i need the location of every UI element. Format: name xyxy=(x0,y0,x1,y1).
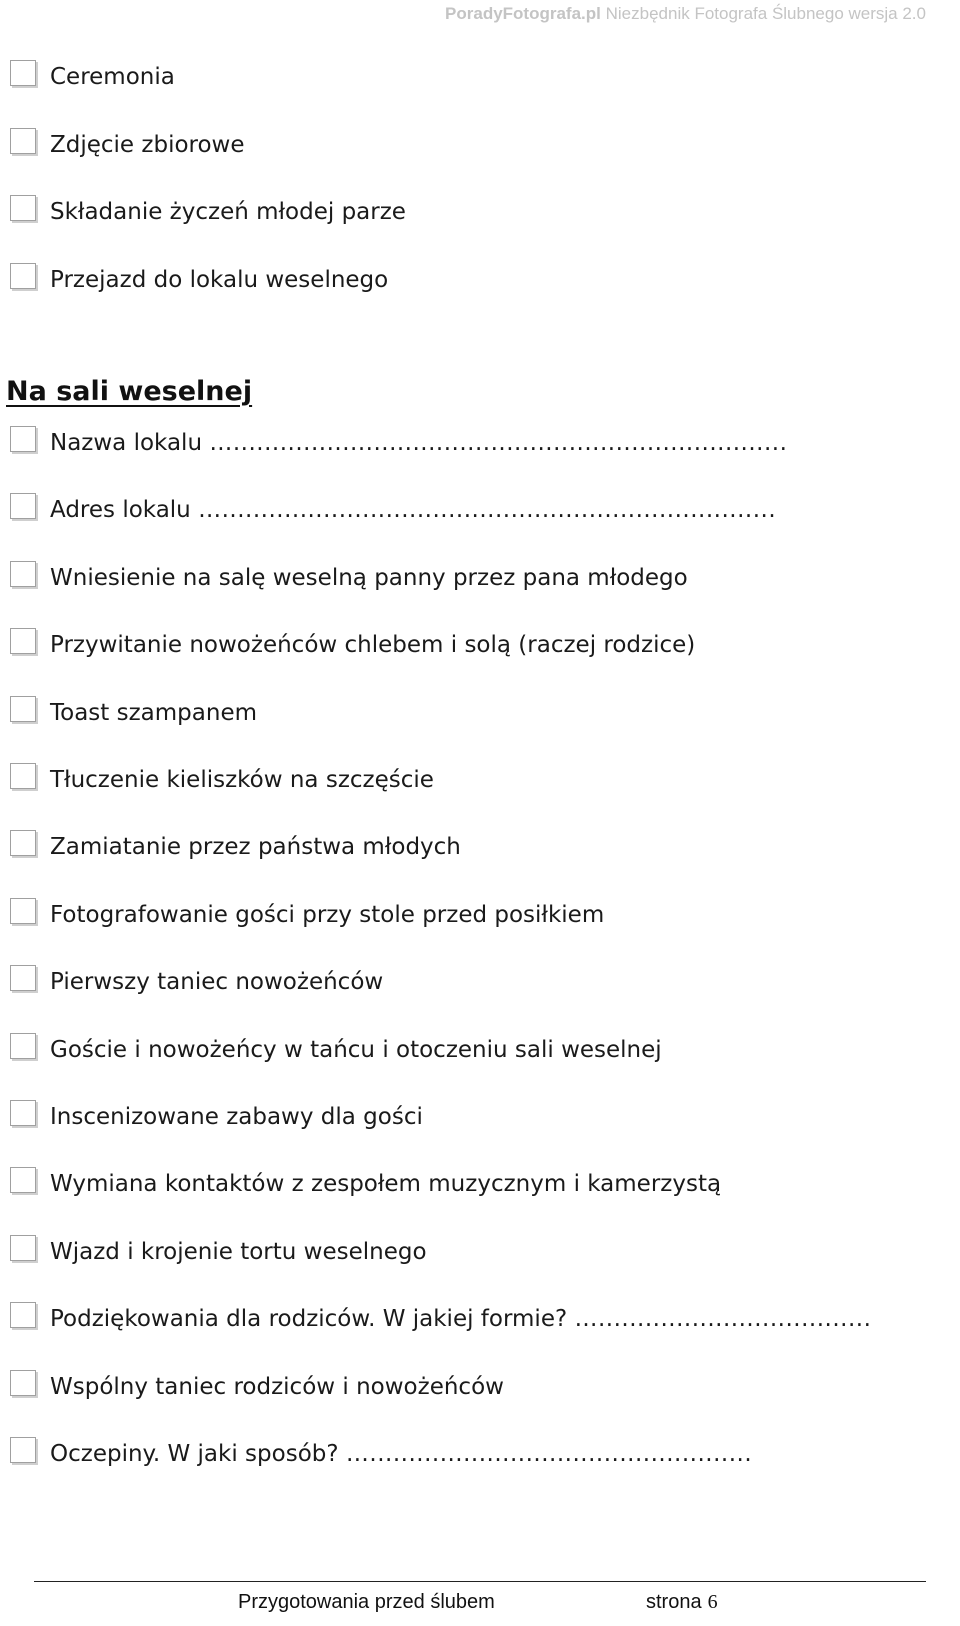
item-text: Toast szampanem xyxy=(50,699,257,726)
fill-in-blank[interactable]: …................................................. xyxy=(345,1441,753,1467)
checkbox[interactable] xyxy=(10,1437,36,1463)
checklist-item-label xyxy=(50,698,257,728)
document-header xyxy=(445,4,926,24)
checkbox[interactable] xyxy=(10,493,36,519)
checkbox[interactable] xyxy=(10,60,36,86)
item-text: Wspólny taniec rodziców i nowożeńców xyxy=(50,1373,504,1400)
checkbox[interactable] xyxy=(10,965,36,991)
checkbox[interactable] xyxy=(10,1370,36,1396)
header-brand: PoradyFotografa.pl xyxy=(445,4,601,23)
footer-page-number: 6 xyxy=(707,1591,718,1613)
checkbox[interactable] xyxy=(10,763,36,789)
footer-title: Przygotowania przed ślubem xyxy=(238,1591,495,1613)
header-subtitle: Niezbędnik Fotografa Ślubnego wersja 2.0 xyxy=(605,4,926,23)
checklist-item-label xyxy=(50,1304,871,1334)
checklist-item-label xyxy=(50,765,434,795)
item-text: Wymiana kontaktów z zespołem muzycznym i kamerzystą xyxy=(50,1171,722,1198)
checkbox[interactable] xyxy=(10,628,36,654)
checkbox[interactable] xyxy=(10,898,36,924)
checklist-item-label xyxy=(50,265,388,295)
fill-in-blank[interactable]: …....................................................................... xyxy=(198,497,777,524)
checklist-item-label xyxy=(50,630,695,660)
checkbox[interactable] xyxy=(10,128,36,154)
checkbox[interactable] xyxy=(10,426,36,452)
footer-page-label: strona xyxy=(646,1591,702,1613)
item-text: Fotografowanie gości przy stole przed posiłkiem xyxy=(50,901,605,928)
fill-in-blank[interactable]: …....................................................................... xyxy=(209,430,788,456)
checklist-item-label xyxy=(50,832,461,862)
checklist-item-label xyxy=(50,495,776,525)
checklist-item-label xyxy=(50,1439,752,1469)
item-text: Tłuczenie kieliszków na szczęście xyxy=(50,767,434,793)
footer-page-indicator xyxy=(646,1591,718,1614)
footer-divider xyxy=(34,1581,926,1582)
checkbox[interactable] xyxy=(10,195,36,221)
checklist-item-label xyxy=(50,1035,662,1065)
checklist-item-label xyxy=(50,900,604,930)
item-text: Inscenizowane zabawy dla gości xyxy=(50,1104,423,1130)
checklist-item-label xyxy=(50,1372,504,1402)
checkbox[interactable] xyxy=(10,1167,36,1193)
fill-in-blank[interactable]: …................................... xyxy=(574,1306,872,1333)
checklist-item-label xyxy=(50,1102,423,1132)
checklist-item-label xyxy=(50,428,787,458)
checklist-item-label xyxy=(50,197,406,227)
item-text: Podziękowania dla rodziców. W jakiej formie? xyxy=(50,1306,568,1333)
item-text: Nazwa lokalu xyxy=(50,430,203,456)
item-text: Zdjęcie zbiorowe xyxy=(50,131,245,158)
item-text: Oczepiny. W jaki sposób? xyxy=(50,1441,339,1467)
checklist-item-label xyxy=(50,1169,721,1199)
checkbox[interactable] xyxy=(10,830,36,856)
item-text: Składanie życzeń młodej parze xyxy=(50,199,406,225)
section-title: Na sali weselnej xyxy=(6,376,253,407)
checkbox[interactable] xyxy=(10,1033,36,1059)
checklist-item-label xyxy=(50,62,175,92)
item-text: Ceremonia xyxy=(50,64,175,90)
item-text: Przywitanie nowożeńców chlebem i solą (raczej rodzice) xyxy=(50,632,696,659)
item-text: Zamiatanie przez państwa młodych xyxy=(50,834,461,861)
item-text: Wjazd i krojenie tortu weselnego xyxy=(50,1238,427,1265)
item-text: Wniesienie na salę weselną panny przez pana młodego xyxy=(50,564,688,591)
checklist-item-label xyxy=(50,130,245,160)
checkbox[interactable] xyxy=(10,1100,36,1126)
checklist-item-label xyxy=(50,1237,427,1267)
item-text: Przejazd do lokalu weselnego xyxy=(50,266,389,293)
checklist-item-label xyxy=(50,967,383,997)
item-text: Goście i nowożeńcy w tańcu i otoczeniu sali weselnej xyxy=(50,1036,662,1063)
checkbox[interactable] xyxy=(10,1235,36,1261)
checkbox[interactable] xyxy=(10,263,36,289)
checklist-item-label xyxy=(50,563,688,593)
checkbox[interactable] xyxy=(10,561,36,587)
checkbox[interactable] xyxy=(10,696,36,722)
item-text: Adres lokalu xyxy=(50,497,191,524)
item-text: Pierwszy taniec nowożeńców xyxy=(50,969,384,996)
checkbox[interactable] xyxy=(10,1302,36,1328)
